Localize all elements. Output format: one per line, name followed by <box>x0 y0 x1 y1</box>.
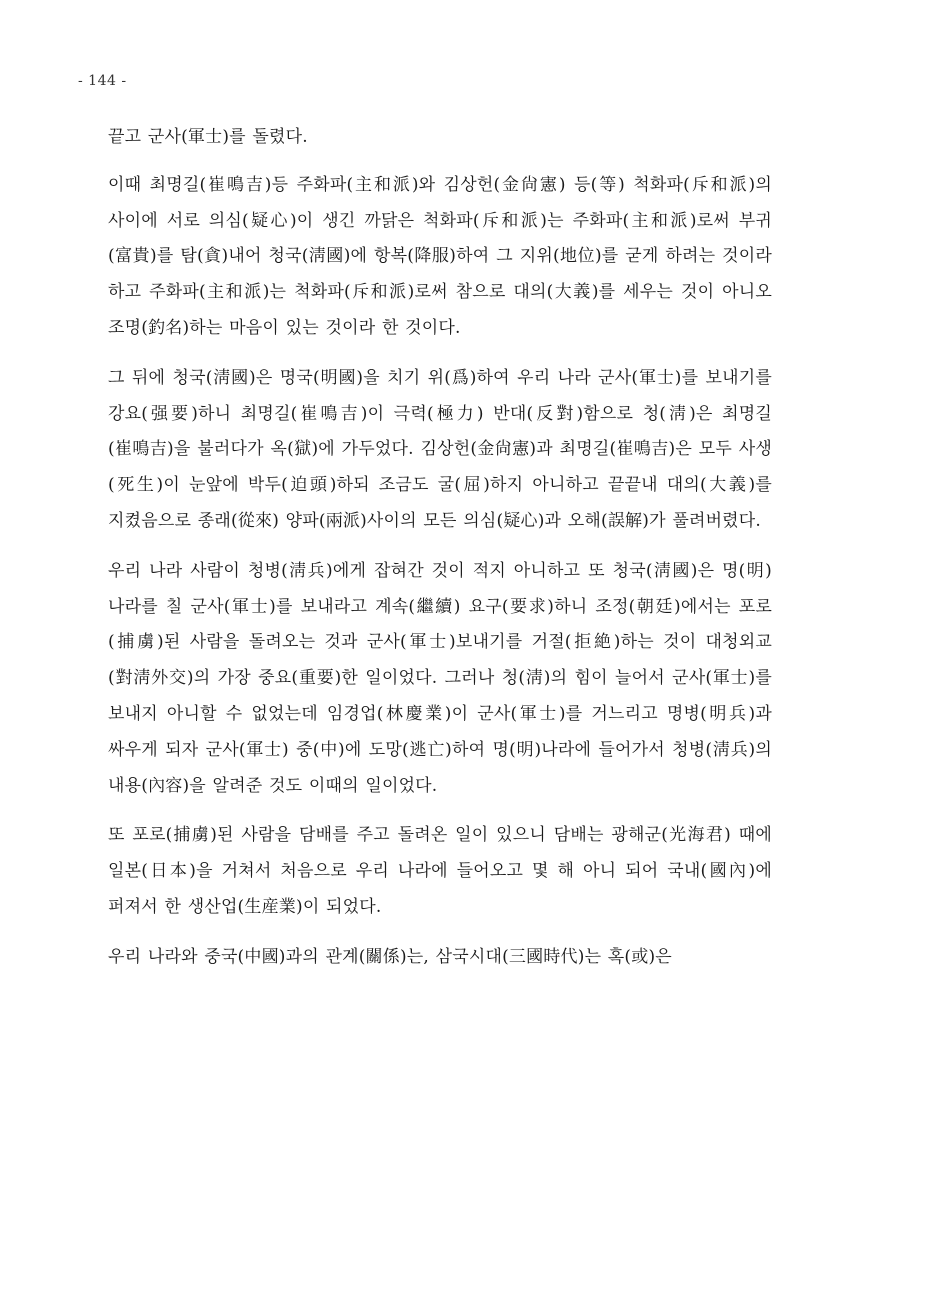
page-number: - 144 - <box>78 73 127 89</box>
paragraph-1: 끝고 군사(軍士)를 돌렸다. <box>108 127 308 147</box>
paragraph-3: 그 뒤에 청국(淸國)은 명국(明國)을 치기 위(爲)하여 우리 나라 군사(軍士)를 보내기를 강요(强要)하니 최명길(崔鳴吉)이 극력(極力) 반대(反對)함으로 청(淸)은 최명길(崔鳴吉)을 불러다가 옥(獄)에 가두었다. 김상헌(金尙憲)과 최명길(崔鳴吉)은 모두 사생(死生)이 눈앞에 박두(迫頭)하되 조금도 굴(屈)하지 아니하고 끝끝내 대의(大義)를 지켰음으로 종래(從來) 양파(兩派)사이의 모든 의심(疑心)과 오해(誤解)가 풀려버렸다. <box>108 367 772 531</box>
paragraph-6: 우리 나라와 중국(中國)과의 관계(關係)는, 삼국시대(三國時代)는 혹(或)은 <box>108 946 672 967</box>
paragraph-4: 우리 나라 사람이 청병(淸兵)에게 잡혀간 것이 적지 아니하고 또 청국(淸國)은 명(明)나라를 칠 군사(軍士)를 보내라고 계속(繼續) 요구(要求)하니 조정(朝廷)에서는 포로(捕虜)된 사람을 돌려오는 것과 군사(軍士)보내기를 거절(拒絶)하는 것이 대청외교(對淸外交)의 가장 중요(重要)한 일이었다. 그러나 청(淸)의 힘이 늘어서 군사(軍士)를 보내지 아니할 수 없었는데 임경업(林慶業)이 군사(軍士)를 거느리고 명병(明兵)과 싸우게 되자 군사(軍士) 중(中)에 도망(逃亡)하여 명(明)나라에 들어가서 청병(淸兵)의 내용(內容)을 알려준 것도 이때의 일이었다. <box>108 560 772 796</box>
paragraph-5: 또 포로(捕虜)된 사람을 담배를 주고 돌려온 일이 있으니 담배는 광해군(光海君) 때에 일본(日本)을 거쳐서 처음으로 우리 나라에 들어오고 몇 해 아니 되어 국내(國內)에 퍼져서 한 생산업(生産業)이 되었다. <box>108 825 772 917</box>
paragraph-2: 이때 최명길(崔鳴吉)등 주화파(主和派)와 김상헌(金尙憲) 등(等) 척화파(斥和派)의 사이에 서로 의심(疑心)이 생긴 까닭은 척화파(斥和派)는 주화파(主和派)로써 부귀(富貴)를 탐(貪)내어 청국(淸國)에 항복(降服)하여 그 지위(地位)를 굳게 하려는 것이라 하고 주화파(主和派)는 척화파(斥和派)로써 참으로 대의(大義)를 세우는 것이 아니오 조명(釣名)하는 마음이 있는 것이라 한 것이다. <box>108 174 772 338</box>
document-body <box>108 120 772 990</box>
